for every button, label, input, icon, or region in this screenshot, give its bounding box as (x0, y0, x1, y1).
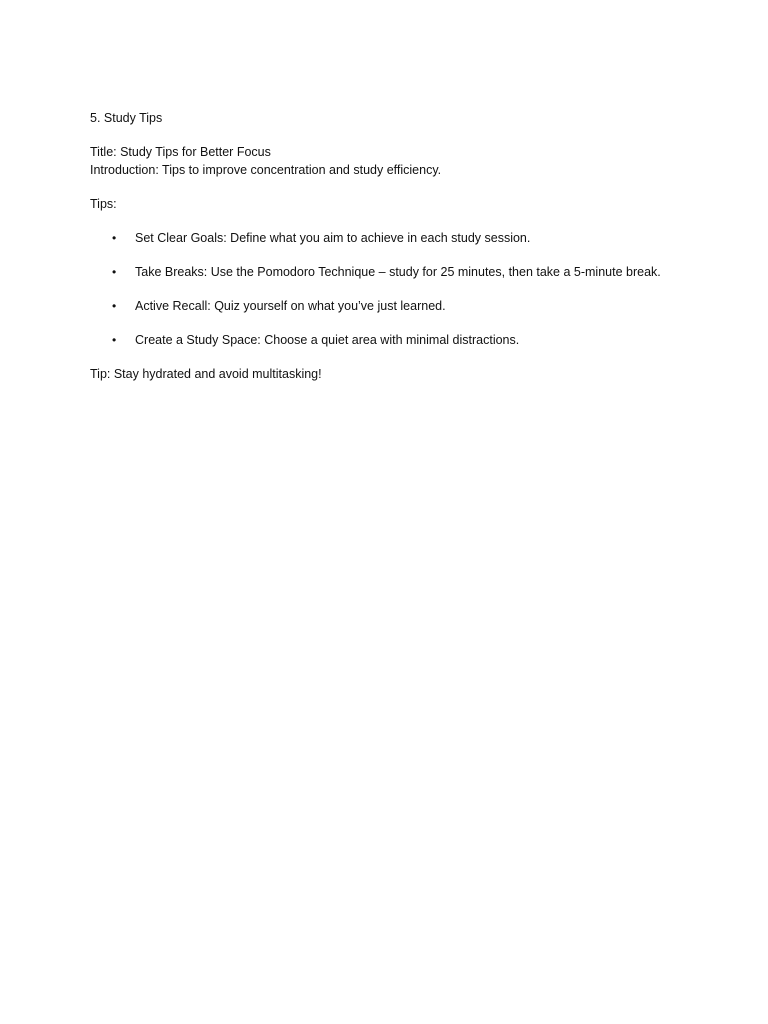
bullet-icon: • (112, 299, 117, 313)
list-item (90, 229, 730, 247)
introduction: Introduction: Tips to improve concentration and study efficiency. (90, 163, 442, 177)
spacer (90, 127, 730, 143)
tip-text: Take Breaks: Use the Pomodoro Technique – study for 25 minutes, then take a 5-minute break. (135, 265, 661, 279)
bullet-icon: • (112, 231, 117, 245)
spacer (90, 213, 730, 229)
section-heading: 5. Study Tips (90, 111, 163, 125)
document-body (90, 109, 730, 383)
list-item (90, 331, 730, 349)
list-item (90, 297, 730, 315)
tip-text: Active Recall: Quiz yourself on what you’ve just learned. (135, 299, 446, 313)
list-item (90, 263, 730, 281)
closing-tip: Tip: Stay hydrated and avoid multitasking! (90, 367, 322, 381)
bullet-icon: • (112, 265, 117, 279)
tips-list (90, 229, 730, 349)
tip-text: Create a Study Space: Choose a quiet area with minimal distractions. (135, 333, 520, 347)
document-title: Title: Study Tips for Better Focus (90, 145, 271, 159)
bullet-icon: • (112, 333, 117, 347)
tip-text: Set Clear Goals: Define what you aim to achieve in each study session. (135, 231, 531, 245)
tips-label: Tips: (90, 197, 117, 211)
spacer (90, 179, 730, 195)
